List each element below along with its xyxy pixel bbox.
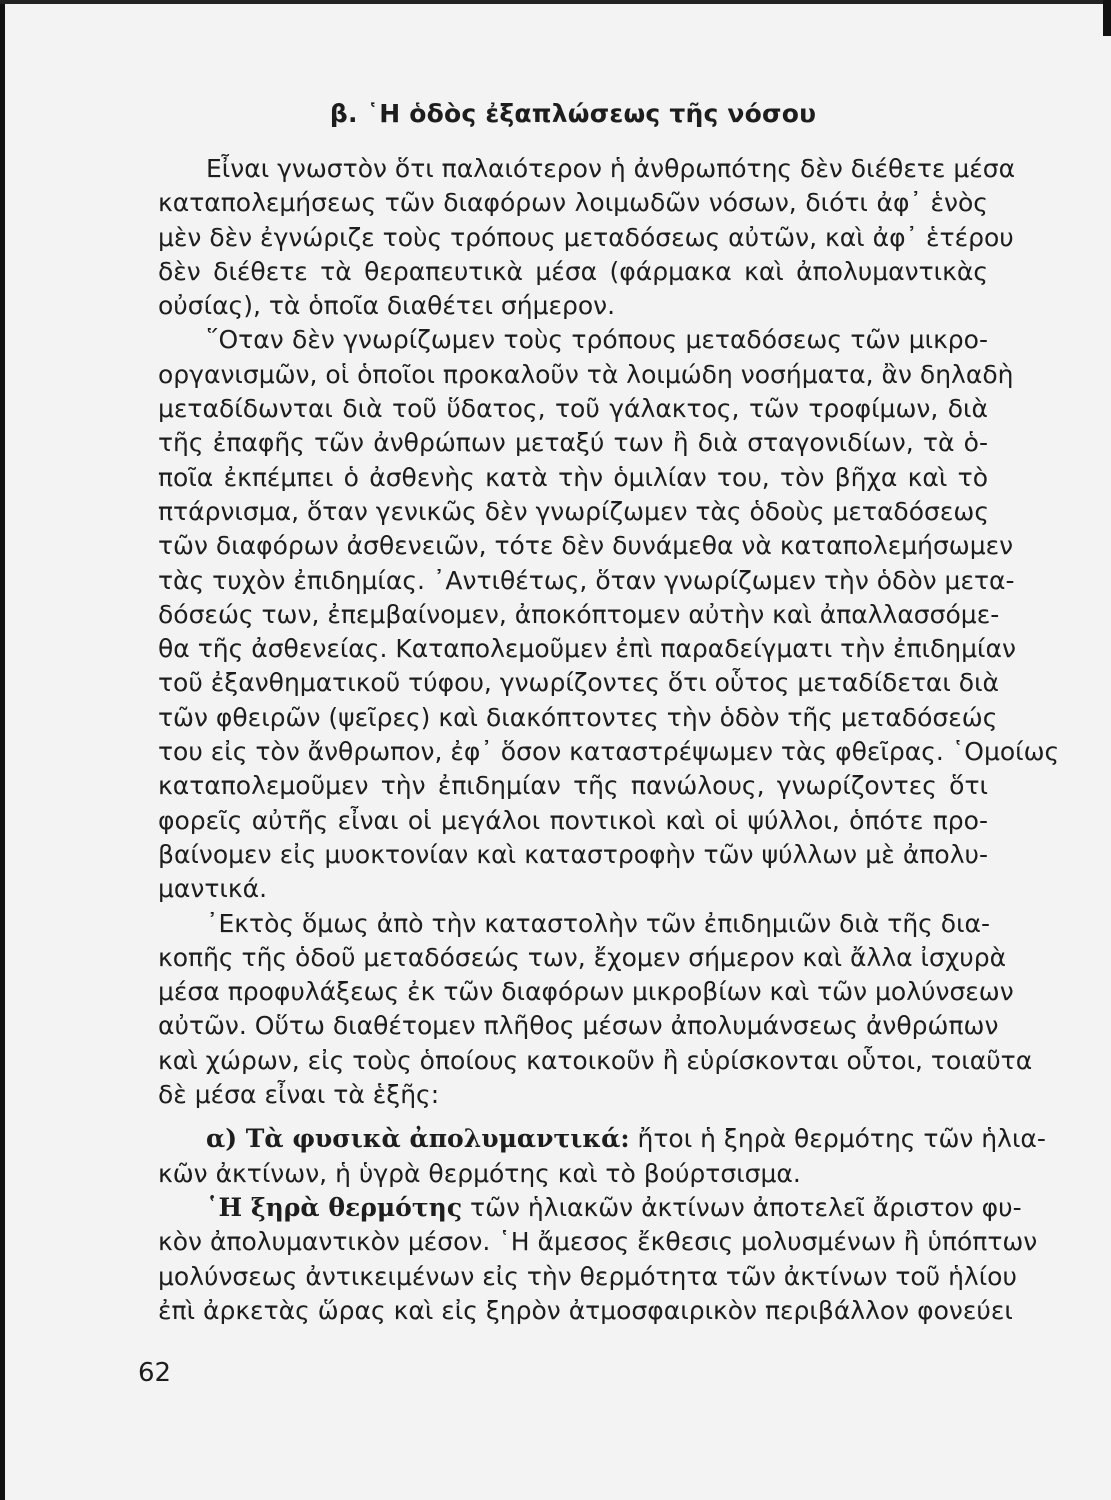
dry-heat-paragraph-start xyxy=(158,1191,1022,1225)
text-line: ἐπὶ ἀρκετὰς ὥρας καὶ εἰς ξηρὸν ἀτμοσφαιρικὸν περιβάλλον φονεύει xyxy=(158,1295,1013,1325)
text-line: τῶν διαφόρων ἀσθενειῶν, τότε δὲν δυνάμεθα νὰ καταπολεμήσωμεν xyxy=(158,531,1014,561)
text-line: οργανισμῶν, οἱ ὁποῖοι προκαλοῦν τὰ λοιμώδη νοσήματα, ἂν δηλαδὴ xyxy=(158,359,1014,389)
text-line: βαίνομεν εἰς μυοκτονίαν καὶ καταστροφὴν τῶν ψύλλων μὲ ἀπολυ- xyxy=(158,839,988,869)
section-heading: β. ῾Η ὁδὸς ἐξαπλώσεως τῆς νόσου xyxy=(329,99,817,128)
dry-heat-text: τῶν ἡλιακῶν ἀκτίνων ἀποτελεῖ ἄριστον φυ- xyxy=(462,1192,1022,1222)
text-line: οὐσίας), τὰ ὁποῖα διαθέτει σήμερον. xyxy=(158,291,616,321)
page-number: 62 xyxy=(138,1358,172,1388)
text-line: ᾿Εκτὸς ὅμως ἀπὸ τὴν καταστολὴν τῶν ἐπιδημιῶν διὰ τῆς δια- xyxy=(206,908,991,938)
text-line: καταπολεμήσεως τῶν διαφόρων λοιμωδῶν νόσων, διότι ἀφ᾽ ἑνὸς xyxy=(158,188,988,218)
scan-edge-left xyxy=(0,0,5,1500)
text-line: μὲν δὲν ἐγνώριζε τοὺς τρόπους μεταδόσεως αὐτῶν, καὶ ἀφ᾽ ἑτέρου xyxy=(158,222,1014,252)
text-line: Εἶναι γνωστὸν ὅτι παλαιότερον ἡ ἀνθρωπότης δὲν διέθετε μέσα xyxy=(206,154,1016,183)
text-line: κῶν ἀκτίνων, ἡ ὑγρὰ θερμότης καὶ τὸ βούρτσισμα. xyxy=(158,1158,801,1188)
text-line: θα τῆς ἀσθενείας. Καταπολεμοῦμεν ἐπὶ παραδείγματι τὴν ἐπιδημίαν xyxy=(158,634,1016,664)
text-line: του εἰς τὸν ἄνθρωπον, ἐφ᾽ ὅσον καταστρέψωμεν τὰς φθεῖρας. ῾Ομοίως xyxy=(158,737,1060,767)
text-line: μέσα προφυλάξεως ἐκ τῶν διαφόρων μικροβίων καὶ τῶν μολύνσεων xyxy=(158,977,1014,1007)
text-line: πτάρνισμα, ὅταν γενικῶς δὲν γνωρίζωμεν τὰς ὁδοὺς μεταδόσεως xyxy=(158,496,989,526)
text-line: δὲ μέσα εἶναι τὰ ἑξῆς: xyxy=(158,1080,440,1110)
text-line: καταπολεμοῦμεν τὴν ἐπιδημίαν τῆς πανώλους, γνωρίζοντες ὅτι xyxy=(158,771,988,801)
text-line: μαντικά. xyxy=(158,874,268,904)
list-item-a-text: ἤτοι ἡ ξηρὰ θερμότης τῶν ἡλια- xyxy=(629,1124,1046,1154)
page-text-block xyxy=(158,94,1060,1328)
text-line: τοῦ ἐξανθηματικοῦ τύφου, γνωρίζοντες ὅτι οὗτος μεταδίδεται διὰ xyxy=(158,668,1000,698)
text-line: τῶν φθειρῶν (ψεῖρες) καὶ διακόπτοντες τὴν ὁδὸν τῆς μεταδόσεώς xyxy=(158,702,998,732)
text-line: κὸν ἀπολυμαντικὸν μέσον. ῾Η ἄμεσος ἔκθεσις μολυσμένων ἢ ὑπόπτων xyxy=(158,1227,1038,1257)
paragraph-gap xyxy=(158,1112,988,1122)
text-line: τῆς ἐπαφῆς τῶν ἀνθρώπων μεταξύ των ἢ διὰ σταγονιδίων, τὰ ὁ- xyxy=(158,428,988,458)
text-line: δὲν διέθετε τὰ θεραπευτικὰ μέσα (φάρμακα καὶ ἀπολυμαντικὰς xyxy=(158,256,988,286)
list-item-a-label: α) Τὰ φυσικὰ ἀπολυμαντικά: xyxy=(206,1124,630,1154)
text-line: μολύνσεως ἀντικειμένων εἰς τὴν θερμότητα τῶν ἀκτίνων τοῦ ἡλίου xyxy=(158,1261,1017,1291)
text-line: ῞Οταν δὲν γνωρίζωμεν τοὺς τρόπους μεταδόσεως τῶν μικρο- xyxy=(206,325,988,355)
text-line: ποῖα ἐκπέμπει ὁ ἀσθενὴς κατὰ τὴν ὁμιλίαν του, τὸν βῆχα καὶ τὸ xyxy=(158,462,988,492)
text-line: μεταδίδωνται διὰ τοῦ ὕδατος, τοῦ γάλακτος, τῶν τροφίμων, διὰ xyxy=(158,394,988,424)
scan-edge-top xyxy=(0,0,1111,4)
text-line: τὰς τυχὸν ἐπιδημίας. ᾿Αντιθέτως, ὅταν γνωρίζωμεν τὴν ὁδὸν μετα- xyxy=(158,565,1015,595)
text-line: αὐτῶν. Οὕτω διαθέτομεν πλῆθος μέσων ἀπολυμάνσεως ἀνθρώπων xyxy=(158,1011,999,1041)
text-line: καὶ χώρων, εἰς τοὺς ὁποίους κατοικοῦν ἢ εὑρίσκονται οὗτοι, τοιαῦτα xyxy=(158,1045,1033,1075)
text-line: δόσεώς των, ἐπεμβαίνομεν, ἀποκόπτομεν αὐτὴν καὶ ἀπαλλασσόμε- xyxy=(158,599,1000,629)
dry-heat-label: ῾Η ξηρὰ θερμότης xyxy=(206,1192,463,1222)
text-line: φορεῖς αὐτῆς εἶναι οἱ μεγάλοι ποντικοὶ καὶ οἱ ψύλλοι, ὁπότε προ- xyxy=(158,805,988,835)
list-item-a xyxy=(158,1122,1046,1156)
text-line: κοπῆς τῆς ὁδοῦ μεταδόσεώς των, ἔχομεν σήμερον καὶ ἄλλα ἰσχυρὰ xyxy=(158,942,1007,972)
scan-edge-right xyxy=(1103,0,1111,36)
